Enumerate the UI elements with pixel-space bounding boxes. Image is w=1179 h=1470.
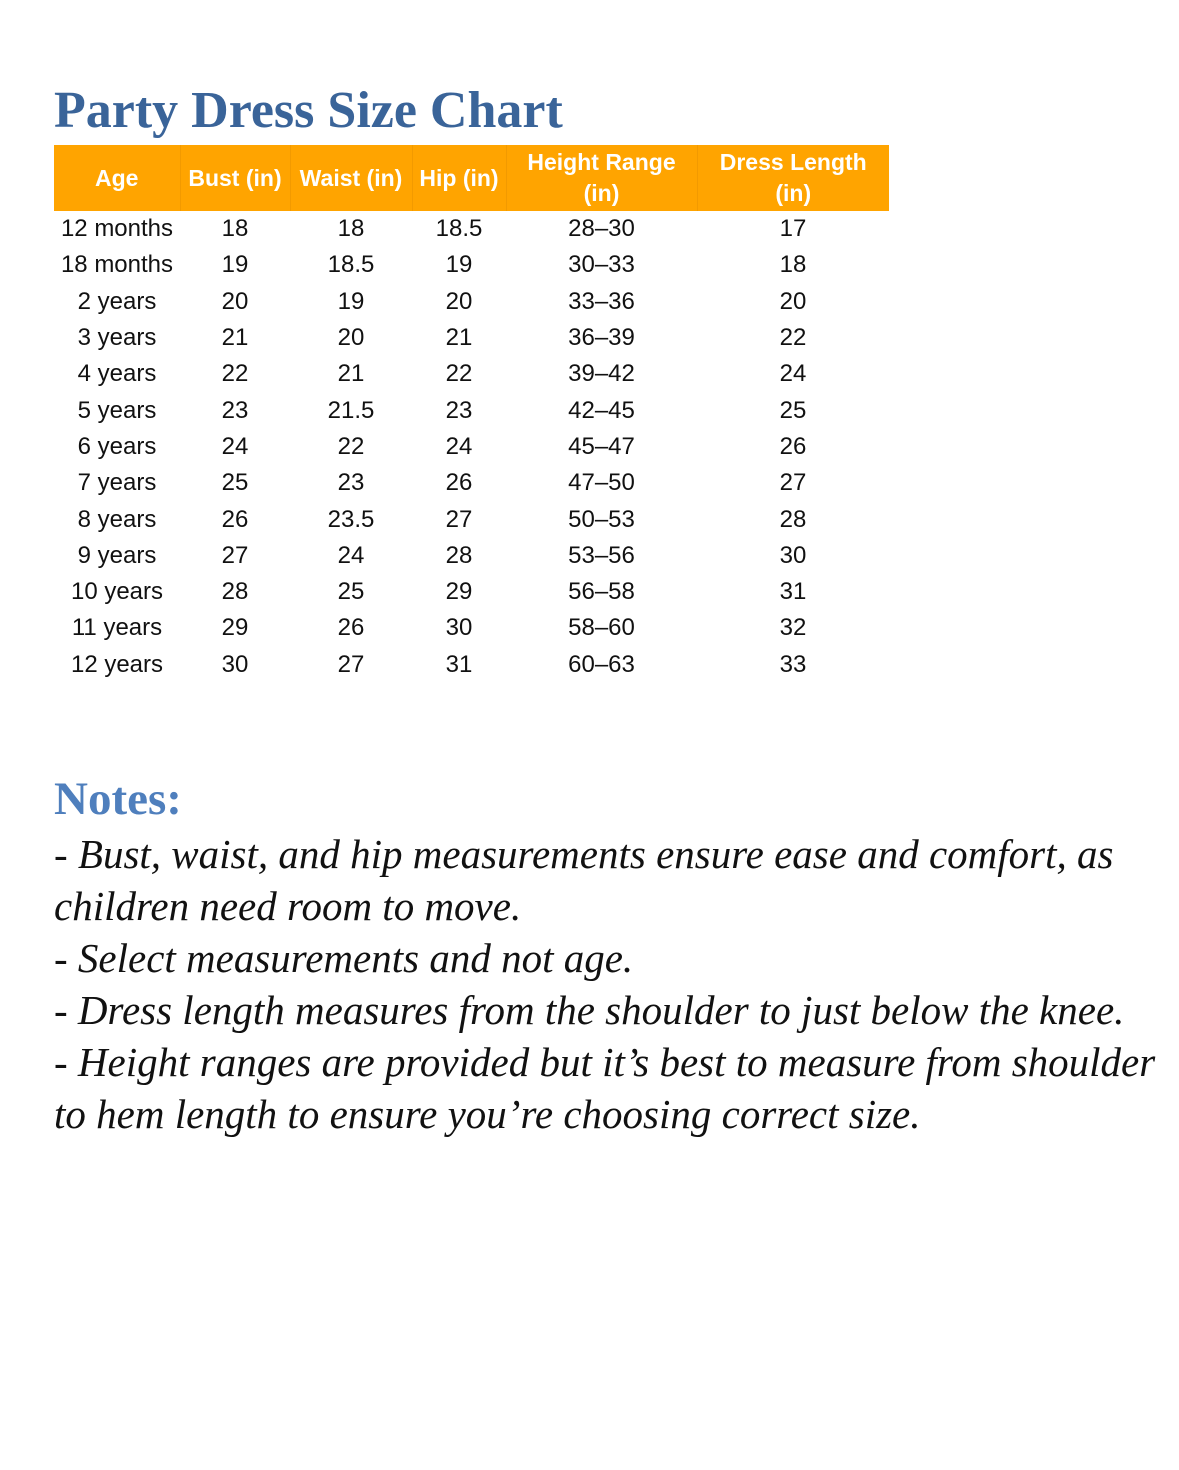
table-cell: 22: [221, 360, 249, 388]
table-cell: 21: [221, 324, 249, 352]
table-cell: 33–36: [568, 287, 635, 315]
table-cell: 30–33: [568, 251, 635, 279]
table-cell: 20: [779, 287, 807, 315]
table-cell: 30: [221, 650, 249, 678]
table-cell: 60–63: [568, 650, 635, 678]
table-cell: 20: [445, 287, 473, 315]
table-cell: 45–47: [568, 432, 635, 460]
table-cell: 4 years: [77, 360, 157, 388]
table-row: [54, 429, 889, 465]
note-item: - Dress length measures from the shoulder to just below the knee.: [54, 987, 1125, 1033]
table-cell: 22: [779, 324, 807, 352]
table-cell: 33: [779, 650, 807, 678]
table-cell: 22: [445, 360, 473, 388]
table-cell: 28: [445, 541, 473, 569]
table-row: [54, 392, 889, 428]
table-cell: 24: [337, 541, 365, 569]
table-cell: 19: [445, 251, 473, 279]
table-cell: 10 years: [70, 578, 164, 606]
table-cell: 26: [779, 432, 807, 460]
table-cell: 47–50: [568, 469, 635, 497]
column-header: Bust (in): [180, 145, 290, 211]
table-cell: 31: [445, 650, 473, 678]
table-cell: 27: [445, 505, 473, 533]
table-cell: 22: [337, 432, 365, 460]
table-cell: 12 years: [70, 650, 164, 678]
page-title: Party Dress Size Chart: [54, 82, 563, 139]
table-cell: 56–58: [568, 578, 635, 606]
notes-title: Notes:: [54, 773, 182, 825]
column-header: Height Range (in): [506, 145, 697, 211]
column-header: Age: [54, 145, 180, 211]
table-cell: 23: [221, 396, 249, 424]
table-cell: 6 years: [77, 432, 157, 460]
table-row: [54, 574, 889, 610]
table-cell: 21.5: [327, 396, 375, 424]
table-cell: 23: [337, 469, 365, 497]
table-cell: 7 years: [77, 469, 157, 497]
table-cell: 3 years: [77, 324, 157, 352]
table-cell: 18: [221, 215, 249, 243]
table-cell: 27: [337, 650, 365, 678]
table-cell: 24: [779, 360, 807, 388]
table-cell: 21: [445, 324, 473, 352]
table-cell: 17: [779, 215, 807, 243]
table-cell: 18.5: [327, 251, 375, 279]
table-cell: 21: [337, 360, 365, 388]
table-cell: 18: [337, 215, 365, 243]
column-header: Hip (in): [412, 145, 506, 211]
table-cell: 24: [445, 432, 473, 460]
table-cell: 18: [779, 251, 807, 279]
table-row: [54, 610, 889, 646]
table-cell: 19: [221, 251, 249, 279]
table-row: [54, 538, 889, 574]
table-cell: 9 years: [77, 541, 157, 569]
table-cell: 39–42: [568, 360, 635, 388]
table-cell: 58–60: [568, 614, 635, 642]
table-cell: 23: [445, 396, 473, 424]
table-row: [54, 284, 889, 320]
table-cell: 18.5: [435, 215, 483, 243]
table-cell: 27: [221, 541, 249, 569]
table-header-row: [54, 145, 889, 211]
column-header: Dress Length (in): [697, 145, 889, 211]
table-row: [54, 501, 889, 537]
table-cell: 8 years: [77, 505, 157, 533]
table-cell: 2 years: [77, 287, 157, 315]
table-row: [54, 320, 889, 356]
table-cell: 18 months: [60, 251, 174, 279]
table-cell: 36–39: [568, 324, 635, 352]
table-row: [54, 356, 889, 392]
table-body: [54, 211, 889, 683]
note-item: - Select measurements and not age.: [54, 935, 634, 981]
table-cell: 5 years: [77, 396, 157, 424]
table-cell: 20: [337, 324, 365, 352]
table-cell: 42–45: [568, 396, 635, 424]
table-cell: 12 months: [60, 215, 174, 243]
table-cell: 31: [779, 578, 807, 606]
table-cell: 19: [337, 287, 365, 315]
table-cell: 20: [221, 287, 249, 315]
table-row: [54, 647, 889, 683]
table-cell: 26: [337, 614, 365, 642]
table-cell: 11 years: [71, 614, 163, 642]
table-cell: 27: [779, 469, 807, 497]
table-cell: 25: [221, 469, 249, 497]
table-cell: 30: [779, 541, 807, 569]
table-cell: 29: [221, 614, 249, 642]
table-cell: 23.5: [327, 505, 375, 533]
table-cell: 25: [337, 578, 365, 606]
table-cell: 24: [221, 432, 249, 460]
table-row: [54, 211, 889, 247]
size-chart-table: [54, 145, 889, 683]
table-row: [54, 247, 889, 283]
table-cell: 29: [445, 578, 473, 606]
table-cell: 32: [779, 614, 807, 642]
table-cell: 28: [221, 578, 249, 606]
table-cell: 25: [779, 396, 807, 424]
table-cell: 50–53: [568, 505, 635, 533]
table-cell: 28–30: [568, 215, 635, 243]
table-cell: 26: [221, 505, 249, 533]
table-row: [54, 465, 889, 501]
table-cell: 28: [779, 505, 807, 533]
table-cell: 26: [445, 469, 473, 497]
column-header: Waist (in): [290, 145, 412, 211]
table-cell: 53–56: [568, 541, 635, 569]
note-item: - Height ranges are provided but it’s best to measure from shoulder to hem length to ensure you’re choosing correct size.: [54, 1039, 1156, 1137]
note-item: - Bust, waist, and hip measurements ensure ease and comfort, as children need room to move.: [54, 831, 1114, 929]
notes-section: [54, 770, 1164, 1140]
table-cell: 30: [445, 614, 473, 642]
